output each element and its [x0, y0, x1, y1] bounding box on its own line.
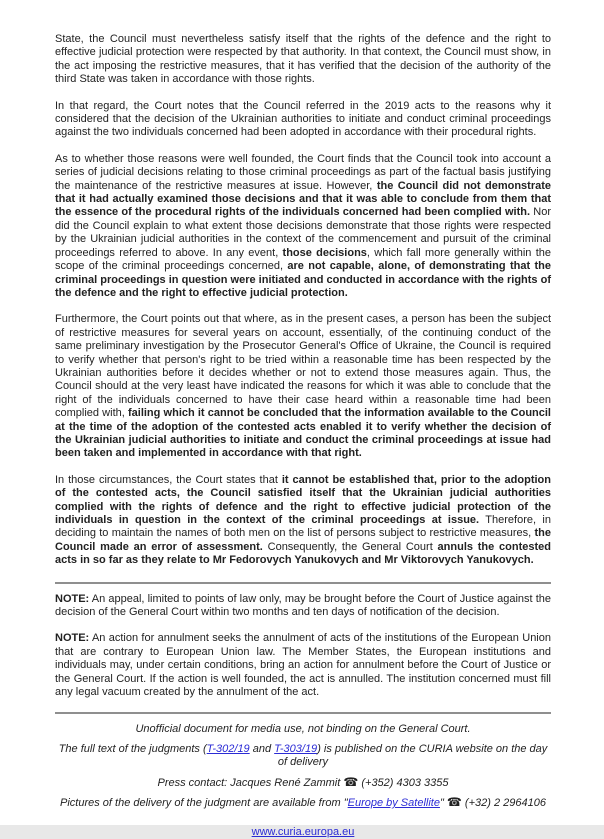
press-release-footer — [55, 723, 551, 838]
judgment-summary-body — [55, 33, 551, 568]
curia-website-link[interactable]: www.curia.europa.eu — [251, 825, 355, 838]
text-run: the Council did not demonstrate that it had actually examined those decisions and that it was able to conclude from them that the essence of the procedural rights of the individuals concerned had been complied with. — [55, 179, 552, 219]
europe-by-satellite-link[interactable]: Europe by Satellite — [347, 797, 440, 810]
text-run: Press contact: Jacques René Zammit — [157, 776, 344, 789]
text-run: (+352) 4303 3355 — [358, 776, 449, 789]
body-paragraph — [55, 33, 551, 87]
text-run: Nor did the Council explain to what extent those decisions demonstrate that those rights were respected by the Ukrainian judicial authorities in the context of the commencement and pursuit of the criminal proceedings referred to above. In any event, — [55, 206, 551, 259]
body-paragraph — [55, 313, 551, 460]
press-contact-line — [55, 776, 551, 790]
divider-rule — [55, 582, 551, 584]
text-run: Unofficial document for media use, not binding on the General Court. — [135, 723, 471, 736]
body-paragraph — [55, 474, 551, 568]
text-run: The full text of the judgments ( — [58, 742, 207, 755]
note-appeal — [55, 593, 551, 620]
text-run: Consequently, the General Court — [262, 540, 438, 553]
text-run: Furthermore, the Court points out that where, as in the present cases, a person has been the subject of restrictive measures for several years on account, essentially, of the continuing conduct of the same preliminary investigation by the Prosecutor General's Office of Ukraine, the Council is required to verify whether that person's right to be tried within a reasonable time has been respected by the Ukrainian authorities before it decides whether or not to extend those measures again. Thus, the Council should at the very least have indicated the reasons for which it was able to conclude that the right of the individuals concerned to have their case heard within a reasonable time had been complied with, — [55, 313, 551, 420]
text-run: " — [439, 797, 447, 810]
case-link-t-303-19[interactable]: T-303/19 — [274, 742, 318, 755]
case-link-t-302-19[interactable]: T-302/19 — [206, 742, 250, 755]
text-run: (+32) 2 2964106 — [461, 797, 546, 810]
text-run: it cannot be established that, prior to the adoption of the contested acts, the Council satisfied itself that the Ukrainian judicial authorities complied with the rights of defence and the right to effective judicial protection of the individuals in question in the context of the criminal proceedings at issue. — [55, 473, 551, 526]
pictures-availability-line — [55, 796, 551, 810]
text-run: In those circumstances, the Court states that — [55, 473, 282, 486]
text-run: An appeal, limited to points of law only, may be brought before the Court of Justice against the decision of the General Court within two months and ten days of notification of the decision. — [55, 592, 551, 619]
curia-website-line — [55, 826, 551, 839]
text-run: failing which it cannot be concluded that the information available to the Council at the time of the adoption of the contested acts enabled it to verify whether the decision of the Ukrainian judicial authorities to initiate and conduct the criminal proceedings at issue had been taken and implemented in accordance with that right. — [55, 407, 551, 460]
text-run: , which fall more generally within the scope of the criminal proceedings concerned, — [55, 246, 552, 273]
text-run: In that regard, the Court notes that the Council referred in the 2019 acts to the reasons why it considered that the decision of the Ukrainian authorities to initiate and conduct criminal proceedings against the two individuals concerned had been adopted in accordance with their procedural rights. — [55, 99, 551, 139]
note-label: NOTE: — [55, 592, 90, 605]
phone-icon: ☎ — [446, 795, 462, 810]
text-run: An action for annulment seeks the annulment of acts of the institutions of the European Union that are contrary to European Union law. The Member States, the European institutions and individuals may, under certain conditions, bring an action for annulment before the Court of Justice or the General Court. If the action is well founded, the act is annulled. The institution concerned must fill any legal vacuum created by the annulment of the act. — [55, 632, 551, 699]
text-run: Pictures of the delivery of the judgment are available from " — [60, 797, 348, 810]
note-annulment — [55, 632, 551, 699]
text-run: and — [249, 742, 275, 755]
full-text-judgments-line — [55, 743, 551, 770]
body-paragraph — [55, 100, 551, 140]
text-run: the Council made an error of assessment. — [55, 527, 551, 553]
text-run: ) is published on the CURIA website on the day of delivery — [277, 742, 548, 769]
note-label: NOTE: — [55, 632, 90, 645]
text-run: Therefore, in deciding to maintain the names of both men on the list of persons subject to restrictive measures, — [55, 514, 551, 540]
text-run: As to whether those reasons were well founded, the Court finds that the Council took into account a series of judicial decisions relating to those criminal proceedings as part of the factual basis justifying the maintenance of the restrictive measures at issue. However, — [55, 152, 551, 192]
body-paragraph — [55, 153, 551, 300]
text-run: those decisions — [282, 246, 367, 259]
text-run: are not capable, alone, of demonstrating that the criminal proceedings in question were initiated and conducted in accordance with the rights of the defence and the right to effective judicial protection. — [55, 260, 551, 299]
divider-rule — [55, 712, 551, 714]
phone-icon: ☎ — [343, 774, 359, 789]
unofficial-document-line — [55, 723, 551, 736]
text-run: State, the Council must nevertheless satisfy itself that the rights of the defence and the right to effective judicial protection were respected by that authority. In that context, the Council must show, in the act imposing the restrictive measures, that it has verified that the decision of the authority of the third State was taken in accordance with those rights. — [55, 33, 551, 86]
text-run: annuls the contested acts in so far as they relate to Mr Fedorovych Yanukovych and Mr Viktorovych Yanukovych. — [55, 540, 551, 567]
